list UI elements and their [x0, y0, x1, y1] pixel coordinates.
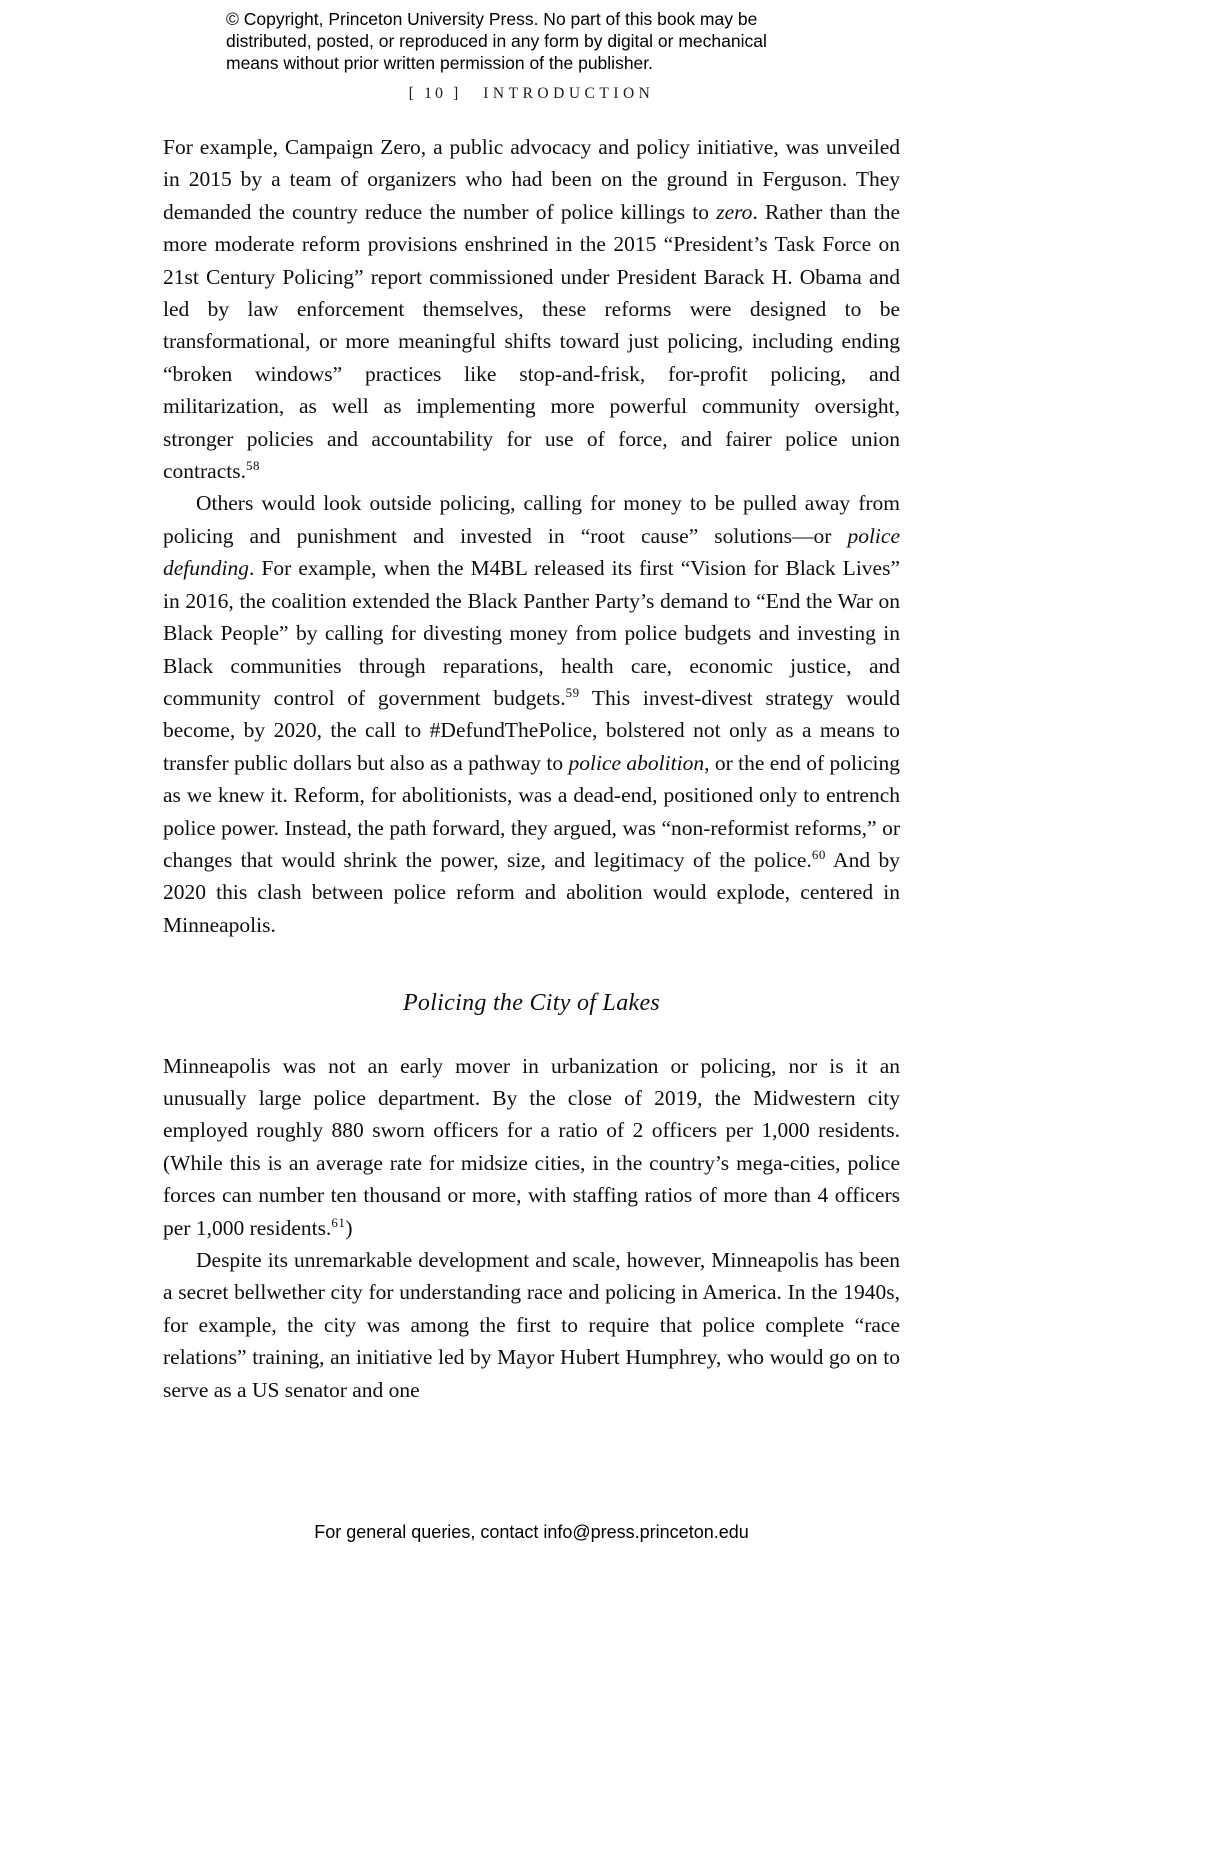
paragraph: Despite its unremarkable development and scale, however, Minneapolis has been a secret bellwether city for understanding race and policing in America. In the 1940s, for example, the city was among the first to require that police complete “race relations” training, an initiative led by Mayor Hubert Humphrey, who would go on to serve as a US senator and one: [163, 1248, 900, 1402]
copyright-line: means without prior written permission of the publisher.: [226, 53, 654, 73]
body-text: [163, 131, 900, 1406]
page-number: [ 10 ]: [408, 85, 462, 102]
paragraph: For example, Campaign Zero, a public advocacy and policy initiative, was unveiled in 2015 by a team of organizers who had been on the ground in Ferguson. They demanded the country reduce the number of police killings to zero. Rather than the more moderate reform provisions enshrined in the 2015 “President’s Task Force on 21st Century Policing” report commissioned under President Barack H. Obama and led by law enforcement themselves, these reforms were designed to be transformational, or more meaningful shifts toward just policing, including ending “broken windows” practices like stop-and-frisk, for-profit policing, and militarization, as well as implementing more powerful community oversight, stronger policies and accountability for use of force, and fairer police union contracts.$^{58}$: [163, 135, 901, 484]
running-head: [163, 85, 900, 103]
footer-contact: For general queries, contact info@press.princeton.edu: [314, 1522, 749, 1542]
copyright-line: © Copyright, Princeton University Press. No part of this book may be: [226, 9, 758, 29]
copyright-notice: [226, 8, 866, 74]
paragraph: Others would look outside policing, calling for money to be pulled away from policing and punishment and invested in “root cause” solutions—or police defunding. For example, when the M4BL released its first “Vision for Black Lives” in 2016, the coalition extended the Black Panther Party’s demand to “End the War on Black People” by calling for divesting money from police budgets and investing in Black communities through reparations, health care, economic justice, and community control of government budgets.$^{59}$ This invest-divest strategy would become, by 2020, the call to #DefundThePolice, bolstered not only as a means to transfer public dollars but also as a pathway to police abolition, or the end of policing as we knew it. Reform, for abolitionists, was a dead-end, positioned only to entrench police power. Instead, the path forward, they argued, was “non-reformist reforms,” or changes that would shrink the power, size, and legitimacy of the police.$^{60}$ And by 2020 this clash between police reform and abolition would explode, centered in Minneapolis.: [163, 491, 900, 937]
copyright-line: distributed, posted, or reproduced in any form by digital or mechanical: [226, 31, 767, 51]
paragraph: Minneapolis was not an early mover in urbanization or policing, nor is it an unusually large police department. By the close of 2019, the Midwestern city employed roughly 880 sworn officers for a ratio of 2 officers per 1,000 residents. (While this is an average rate for midsize cities, in the country’s mega-cities, police forces can number ten thousand or more, with staffing ratios of more than 4 officers per 1,000 residents.$^{61}$): [163, 1053, 900, 1240]
chapter-title: INTRODUCTION: [483, 85, 655, 102]
section-heading: Policing the City of Lakes: [402, 990, 661, 1017]
